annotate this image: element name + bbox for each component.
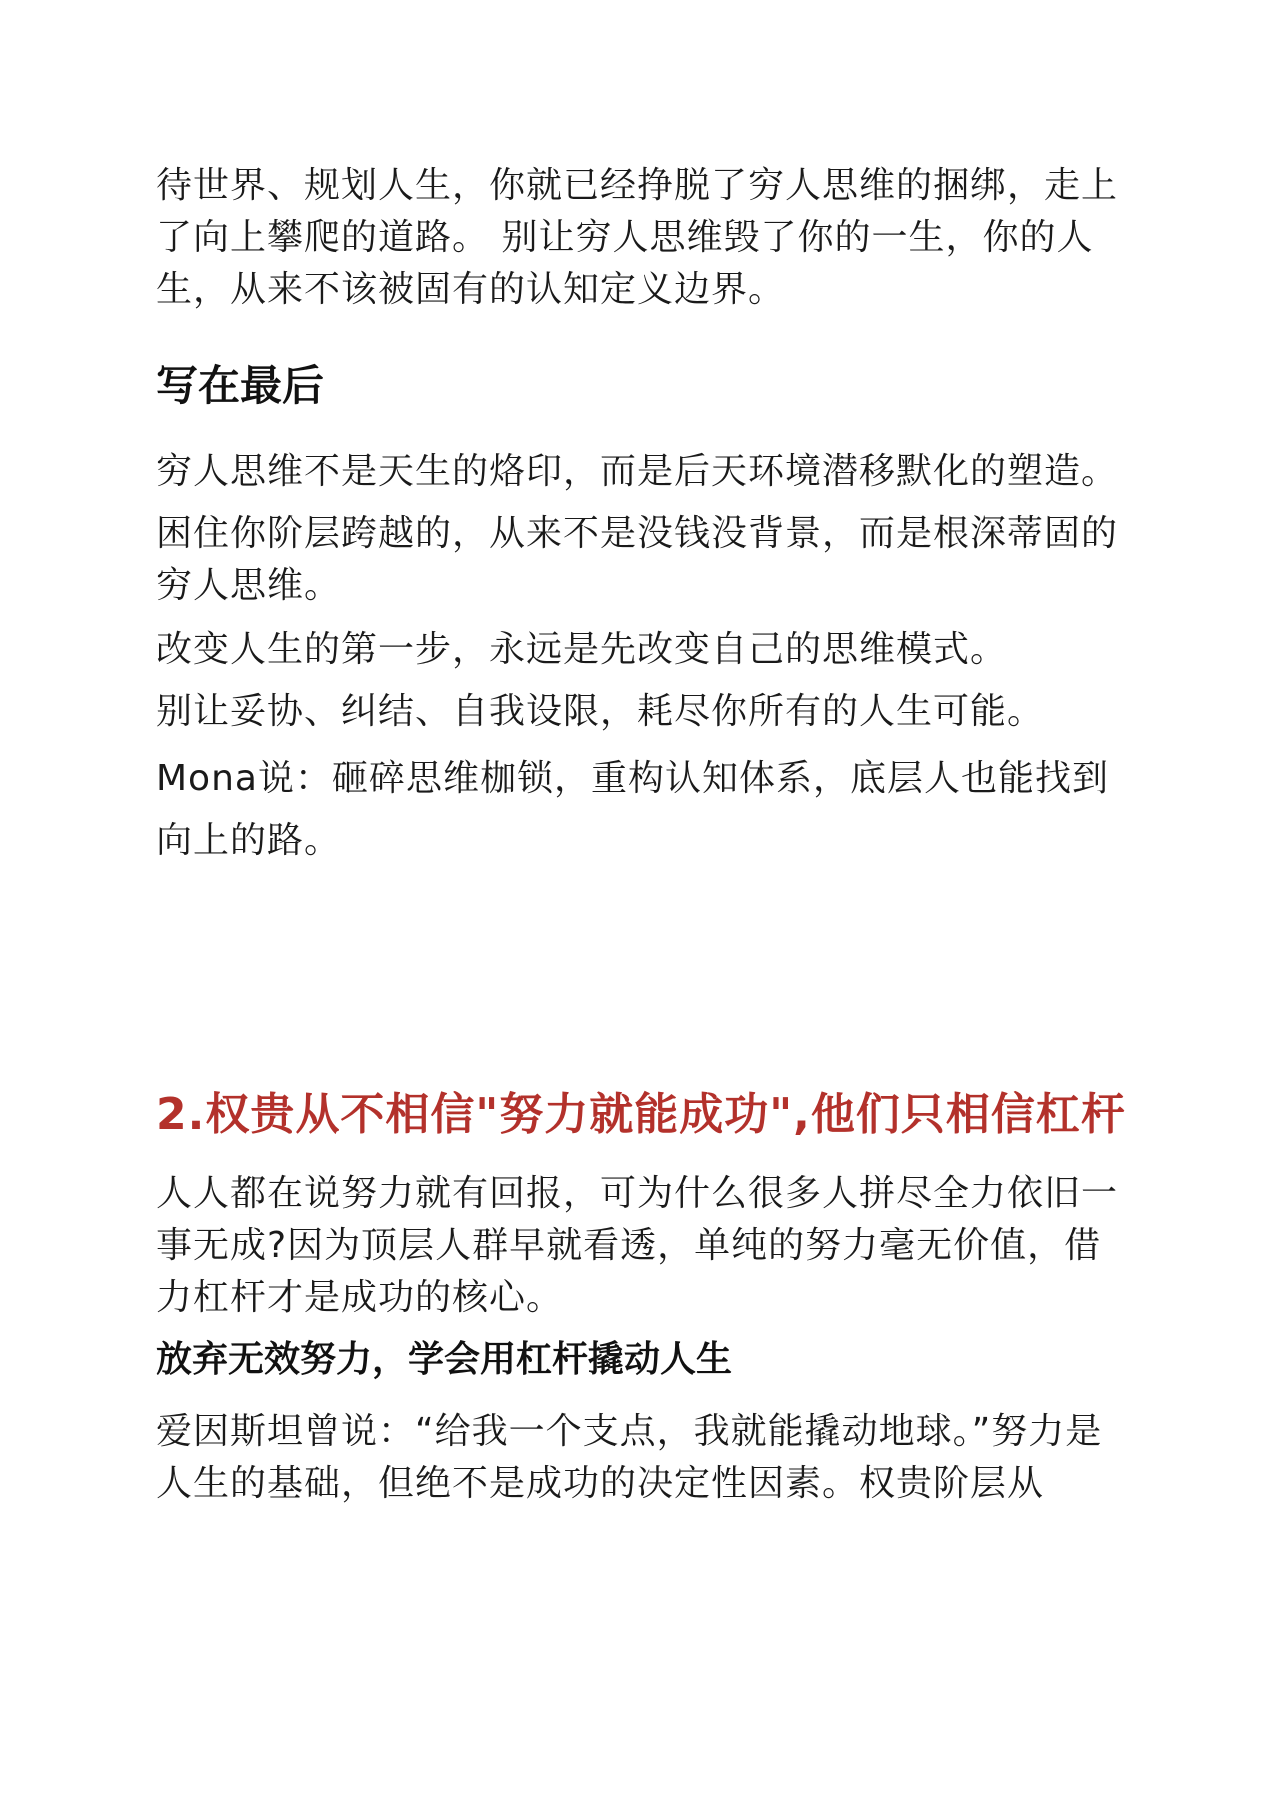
mona-quote-paragraph: Mona说：砸碎思维枷锁，重构认知体系，底层人也能找到向上的路。 [156,758,1109,861]
conclusion-paragraph: 困住你阶层跨越的，从来不是没钱没背景，而是根深蒂固的穷人思维。 [156,513,1119,606]
section-2-subheading: 放弃无效努力，学会用杠杆撬动人生 [156,1339,733,1380]
conclusion-heading: 写在最后 [156,361,325,410]
section-2-heading: 2.权贵从不相信"努力就能成功",他们只相信杠杆 [156,1089,1126,1140]
conclusion-paragraph: 别让妥协、纠结、自我设限，耗尽你所有的人生可能。 [156,691,1045,732]
section-2-paragraph: 人人都在说努力就有回报，可为什么很多人拼尽全力依旧一事无成?因为顶层人群早就看透，单纯的努力毫无价值，借力杠杆才是成功的核心。 [156,1173,1119,1318]
section-2-subparagraph: 爱因斯坦曾说：“给我一个支点，我就能撬动地球。”努力是人生的基础，但绝不是成功的决定性因素。权贵阶层从 [156,1411,1103,1504]
conclusion-paragraph: 改变人生的第一步，永远是先改变自己的思维模式。 [156,629,1008,670]
intro-paragraph: 待世界、规划人生，你就已经挣脱了穷人思维的捆绑，走上了向上攀爬的道路。 别让穷人思维毁了你的一生，你的人生，从来不该被固有的认知定义边界。 [156,165,1119,310]
article-page [156,160,1136,1510]
conclusion-paragraph: 穷人思维不是天生的烙印，而是后天环境潜移默化的塑造。 [156,451,1119,492]
